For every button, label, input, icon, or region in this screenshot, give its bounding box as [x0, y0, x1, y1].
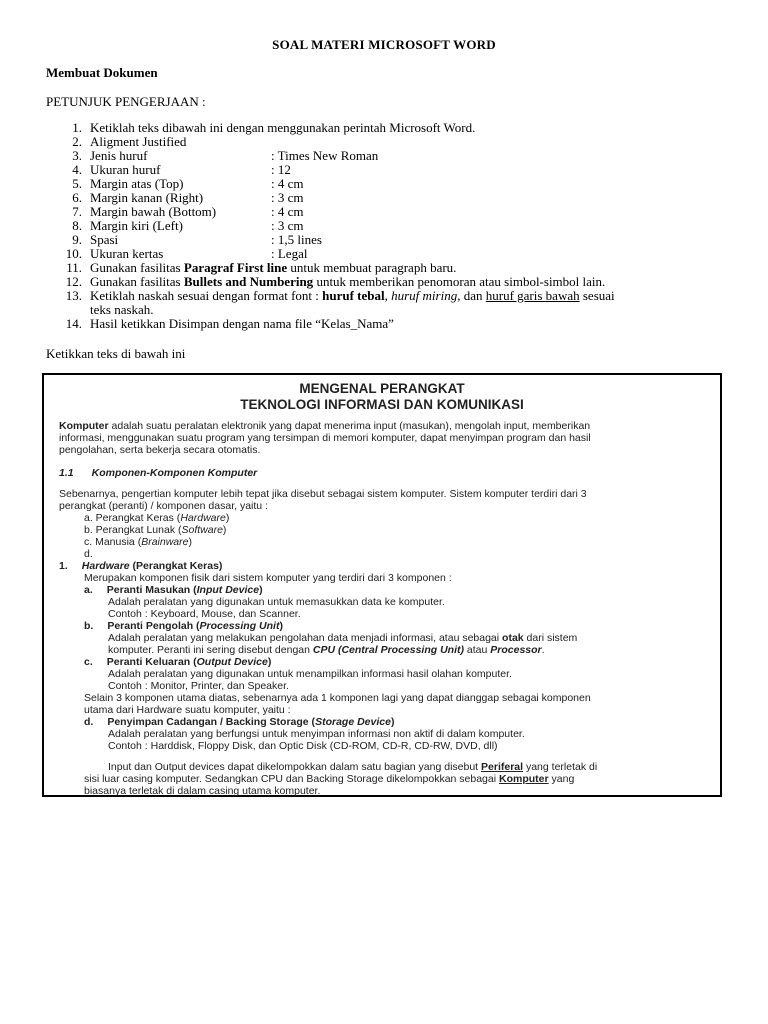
io-line: sisi luar casing komputer. Sedangkan CPU dan Backing Storage dikelompokkan sebagai Komputer yang	[84, 773, 575, 785]
system-line: Sebenarnya, pengertian komputer lebih tepat jika disebut sebagai sistem komputer. Sistem komputer terdiri dari 3	[59, 488, 587, 500]
selain-line: utama dari Hardware suatu komputer, yaitu :	[84, 704, 291, 716]
intro-line: Komputer adalah suatu peralatan elektronik yang dapat menerima input (masukan), mengolah input, memberikan	[59, 420, 591, 432]
subitem-desc: Adalah peralatan yang berfungsi untuk menyimpan informasi non aktif di dalam komputer.	[108, 728, 525, 740]
subitem-desc: Adalah peralatan yang melakukan pengolahan data menjadi informasi, atau sebagai otak dari sistem	[108, 632, 578, 644]
document-page: SOAL MATERI MICROSOFT WORD Membuat Dokumen PETUNJUK PENGERJAAN : 1. Ketiklah teks dibawah ini dengan menggunakan perintah Microsoft Word. 2. Aligment Justified 3. Jenis huruf : Times New Roman 4. Ukuran huruf : 12 5. Margin atas (Top) : 4 cm 6. Margin kanan (Right) : 3 cm 7. Margin bawah (Bottom) : 4 cm 8. Margin kiri (Left) : 3 cm 9. Spasi : 1,5 lines 10. Ukuran kertas : Legal 11. Gunakan fasilitas Paragraf First line untuk membuat paragraph baru. 12. Gunakan fasilitas Bullets and Numbering untuk memberikan penomoran atau simbol-simbol lain. 13. Ketiklah naskah sesuai dengan format font : huruf tebal, huruf miring, dan huruf garis bawah sesuai teks naskah. 14. Hasil ketikkan Disimpan dengan nama file “Kelas_Nama” Ketikkan teks di bawah ini MENGENAL PERANGKAT TEKNOLOGI INFORMASI DAN KOMUNIKASI Komputer adalah suatu peralatan elektronik yang dapat menerima input (masukan), mengolah input, memberikan informasi, menggunakan suatu program yang tersimpan di memori komputer, dapat menyimpan program dan hasil pengolahan, serta bekerja secara otomatis. 1.1 Komponen-Komponen Komputer Sebenarnya, pengertian komputer lebih tepat jika disebut sebagai sistem komputer. Sistem komputer terdiri dari 3 perangkat (peranti) / komponen dasar, yaitu : a. Perangkat Keras (Hardware) b. Perangkat Lunak (Software) c. Manusia (Brainware) d. 1. Hardware (Perangkat Keras) Merupakan komponen fisik dari sistem komputer yang terdiri dari 3 komponen : a. Peranti Masukan (Input Device) Adalah peralatan yang digunakan untuk memasukkan data ke komputer. Contoh : Keyboard, Mouse, dan Scanner. b. Peranti Pengolah (Processing Unit) Adalah peralatan yang melakukan pengolahan data menjadi informasi, atau sebagai otak dari sistem komputer. Peranti ini sering disebut dengan CPU (Central Processing Unit) atau Processor. c. Peranti Keluaran (Output Device) Adalah peralatan yang digunakan untuk menampilkan informasi hasil olahan komputer. Contoh : Monitor, Printer, dan Speaker. Selain 3 komponen utama diatas, sebenarnya ada 1 komponen lagi yang dapat dianggap sebagai komponen utama dari Hardware suatu komputer, yaitu : d. Penyimpan Cadangan / Backing Storage (Storage Device) Adalah peralatan yang berfungsi untuk menyimpan informasi non aktif di dalam komputer. Contoh : Harddisk, Floppy Disk, dan Optic Disk (CD-ROM, CD-R, CD-RW, DVD, dll) Input dan Output devices dapat dikelompokkan dalam satu bagian yang disebut Periferal yang terletak di sisi luar casing komputer. Sedangkan CPU dan Backing Storage dikelompokkan sebagai Komputer yang biasanya terletak di dalam casing utama komputer.	[0, 0, 768, 1024]
subheading: Membuat Dokumen	[46, 65, 158, 80]
subitem-heading: c. Peranti Keluaran (Output Device)	[84, 656, 272, 668]
selain-line: Selain 3 komponen utama diatas, sebenarnya ada 1 komponen lagi yang dapat dianggap sebagai komponen	[84, 692, 591, 704]
subitem-desc: komputer. Peranti ini sering disebut dengan CPU (Central Processing Unit) atau Processor.	[108, 644, 545, 656]
ketik-instruction: Ketikkan teks di bawah ini	[46, 346, 186, 361]
hardware-heading: 1. Hardware (Perangkat Keras)	[59, 560, 223, 572]
document-title: SOAL MATERI MICROSOFT WORD	[272, 37, 496, 52]
section-heading: 1.1 Komponen-Komponen Komputer	[59, 467, 258, 479]
intro-line: pengolahan, serta bekerja secara otomatis.	[59, 444, 261, 456]
subitem-heading: d. Penyimpan Cadangan / Backing Storage (Storage Device)	[84, 716, 395, 728]
subitem-desc: Contoh : Harddisk, Floppy Disk, dan Optic Disk (CD-ROM, CD-R, CD-RW, DVD, dll)	[108, 740, 498, 752]
system-line: perangkat (peranti) / komponen dasar, yaitu :	[59, 500, 268, 512]
box-title-line2: TEKNOLOGI INFORMASI DAN KOMUNIKASI	[240, 397, 524, 412]
list-item: d.	[84, 548, 93, 560]
io-line: Input dan Output devices dapat dikelompokkan dalam satu bagian yang disebut Periferal yang terletak di	[108, 761, 598, 773]
subitem-heading: b. Peranti Pengolah (Processing Unit)	[84, 620, 283, 632]
subitem-heading: a. Peranti Masukan (Input Device)	[84, 584, 263, 596]
scanned-text-box	[42, 373, 722, 797]
subitem-desc: Adalah peralatan yang digunakan untuk memasukkan data ke komputer.	[108, 596, 445, 608]
petunjuk-label: PETUNJUK PENGERJAAN :	[46, 94, 206, 109]
subitem-desc: Contoh : Keyboard, Mouse, dan Scanner.	[108, 608, 301, 620]
hardware-desc: Merupakan komponen fisik dari sistem komputer yang terdiri dari 3 komponen :	[84, 572, 452, 584]
list-item: c. Manusia (Brainware)	[84, 536, 192, 548]
subitem-desc: Adalah peralatan yang digunakan untuk menampilkan informasi hasil olahan komputer.	[108, 668, 512, 680]
list-item: a. Perangkat Keras (Hardware)	[84, 512, 230, 524]
subitem-desc: Contoh : Monitor, Printer, dan Speaker.	[108, 680, 289, 692]
box-title-line1: MENGENAL PERANGKAT	[299, 381, 465, 396]
list-item: b. Perangkat Lunak (Software)	[84, 524, 227, 536]
intro-line: informasi, menggunakan suatu program yang tersimpan di memori komputer, dapat menyimpan program dan hasil	[59, 432, 591, 444]
io-line: biasanya terletak di dalam casing utama komputer.	[84, 785, 321, 797]
